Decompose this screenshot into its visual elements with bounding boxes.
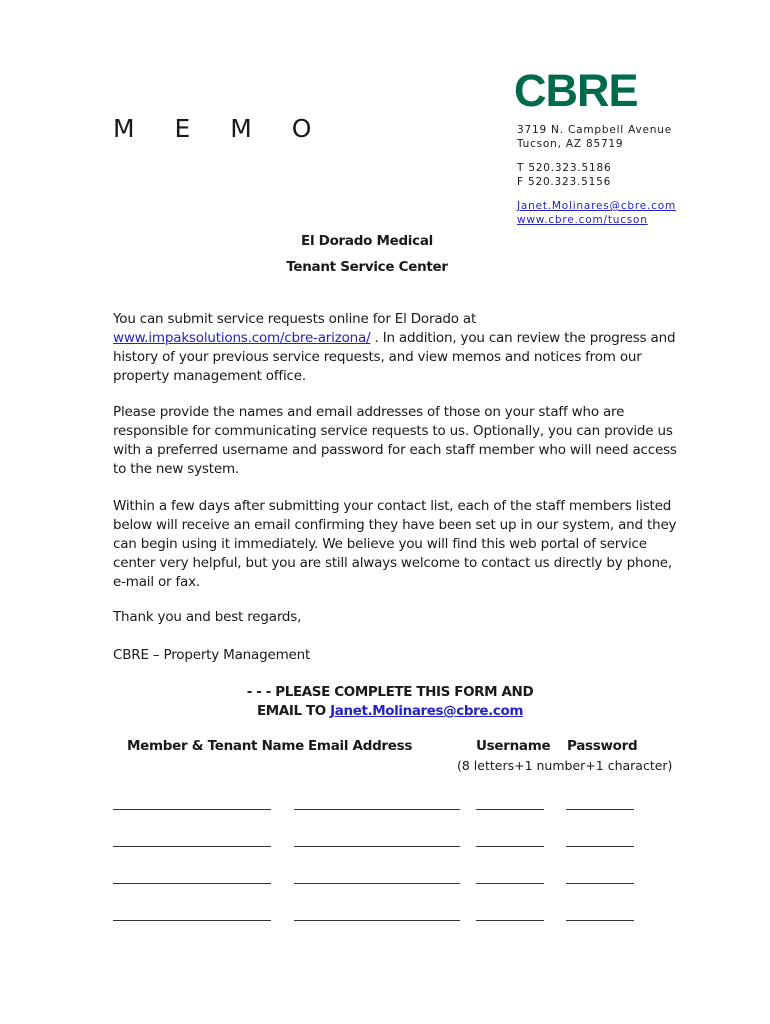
column-header-name: Member & Tenant Name [127,738,304,754]
column-header-email: Email Address [308,738,413,754]
blank-email-field[interactable] [294,920,460,921]
blank-name-field[interactable] [113,883,271,884]
cbre-logo: CBRE [514,65,638,116]
form-title-line2 [0,701,770,721]
blank-name-field[interactable] [113,809,271,810]
phone-number: T 520.323.5186 [517,162,612,174]
blank-username-field[interactable] [476,809,544,810]
blank-email-field[interactable] [294,883,460,884]
blank-password-field[interactable] [566,809,634,810]
street-address: 3719 N. Campbell Avenue [517,124,672,136]
column-header-password: Password [567,738,638,754]
blank-username-field[interactable] [476,920,544,921]
password-requirement-note: (8 letters+1 number+1 character) [457,758,673,773]
form-email-link[interactable]: Janet.Molinares@cbre.com [330,703,524,719]
website-link[interactable]: www.cbre.com/tucson [517,213,648,226]
form-email-prefix: EMAIL TO [256,703,331,719]
blank-name-field[interactable] [113,846,271,847]
blank-password-field[interactable] [566,846,634,847]
impak-portal-link[interactable]: www.impaksolutions.com/cbre-arizona/ [113,330,371,346]
signature: CBRE – Property Management [113,647,311,663]
blank-username-field[interactable] [476,846,544,847]
blank-username-field[interactable] [476,883,544,884]
heading-property: El Dorado Medical [301,233,433,249]
fax-number: F 520.323.5156 [517,175,612,188]
contact-address-block [517,124,676,227]
blank-name-field[interactable] [113,920,271,921]
paragraph-confirmation: Within a few days after submitting your contact list, each of the staff members listed below will receive an email confirming they have been set up in our system, and they can begin using it immediately. We believe you will find this web portal of service center very helpful, but you are still always welcome to contact us directly by phone, e-mail or fax. [113,498,677,590]
city-address: Tucson, AZ 85719 [517,137,624,150]
paragraph-intro [113,310,683,386]
contact-email-link[interactable]: Janet.Molinares@cbre.com [517,200,676,212]
closing-thanks: Thank you and best regards, [113,609,302,625]
intro-text-after: . In addition, you can review the progress and history of your previous service requests, and view memos and notices from our property management office. [113,330,676,384]
heading-service-center: Tenant Service Center [286,259,448,275]
blank-email-field[interactable] [294,846,460,847]
column-header-username: Username [476,738,551,754]
blank-password-field[interactable] [566,883,634,884]
blank-email-field[interactable] [294,809,460,810]
form-title-line1: - - - PLEASE COMPLETE THIS FORM AND [246,684,534,700]
paragraph-staff-request: Please provide the names and email addresses of those on your staff who are responsible for communicating service requests to us. Optionally, you can provide us with a preferred username and password for each staff member who will need access to the new system. [113,404,677,477]
blank-password-field[interactable] [566,920,634,921]
intro-text-before: You can submit service requests online for El Dorado at [113,311,477,327]
memo-title: M E M O [113,114,328,143]
